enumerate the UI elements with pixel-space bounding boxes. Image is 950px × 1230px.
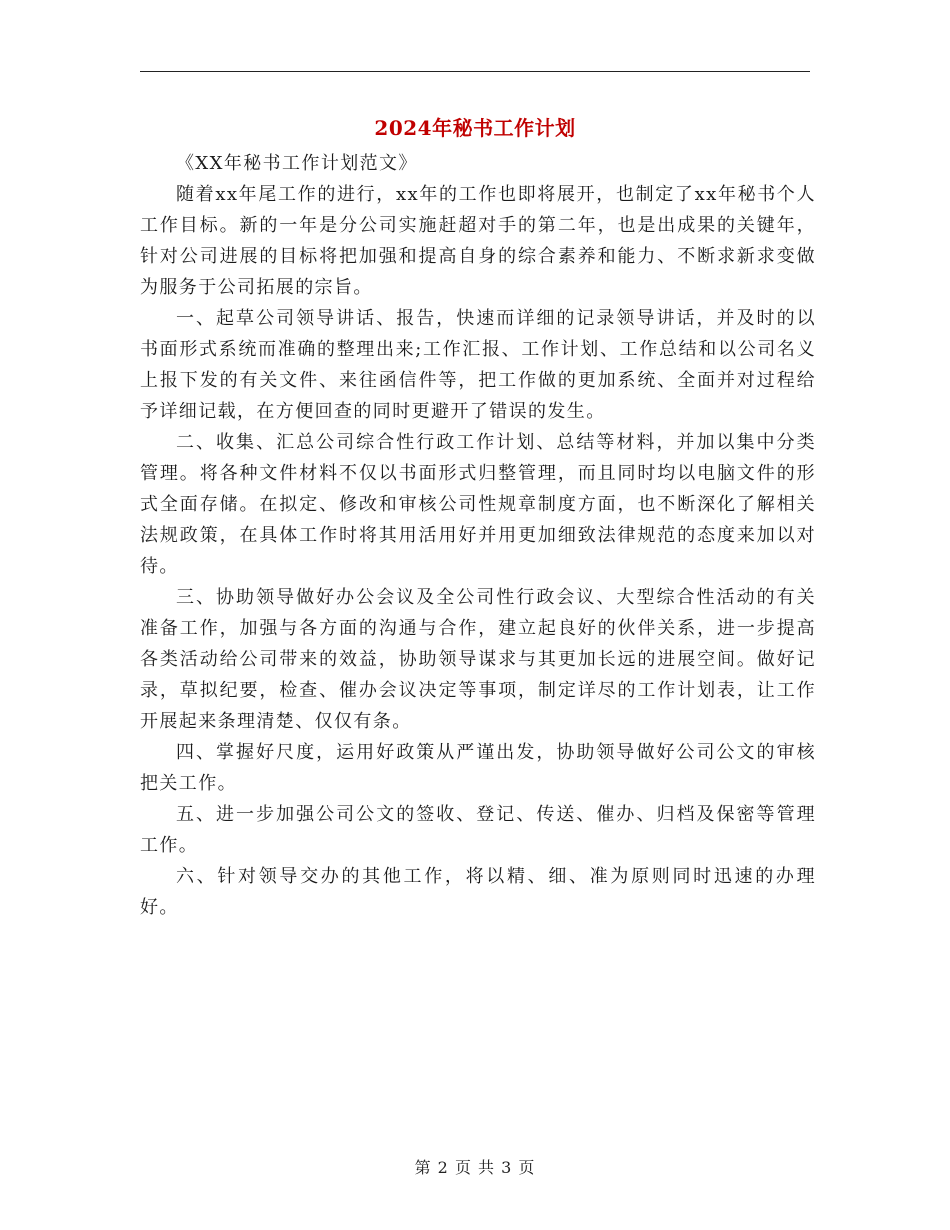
paragraph-item-6: 六、针对领导交办的其他工作，将以精、细、准为原则同时迅速的办理好。 [140,866,816,918]
paragraph-item-3: 三、协助领导做好办公会议及全公司性行政会议、大型综合性活动的有关准备工作，加强与各方面的沟通与合作，建立起良好的伙伴关系，进一步提高各类活动给公司带来的效益，协助领导谋求与其更加长远的进展空间。做好记录，草拟纪要，检查、催办会议决定等事项，制定详尽的工作计划表，让工作开展起来条理清楚、仅仅有条。 [140,587,816,732]
paragraph-item-4: 四、掌握好尺度，运用好政策从严谨出发，协助领导做好公司公文的审核把关工作。 [140,742,816,794]
document-title: 2024年秘书工作计划 [374,116,576,140]
paragraph-item-5: 五、进一步加强公司公文的签收、登记、传送、催办、归档及保密等管理工作。 [140,804,816,856]
paragraph-item-1: 一、起草公司领导讲话、报告，快速而详细的记录领导讲话，并及时的以书面形式系统而准确的整理出来;工作汇报、工作计划、工作总结和以公司名义上报下发的有关文件、来往函信件等，把工作做的更加系统、全面并对过程给予详细记载，在方便回查的同时更避开了错误的发生。 [140,308,816,422]
paragraph-subtitle: 《XX年秘书工作计划范文》 [176,153,418,174]
document-body [140,148,816,923]
paragraph-item-2: 二、收集、汇总公司综合性行政工作计划、总结等材料，并加以集中分类管理。将各种文件材料不仅以书面形式归整管理，而且同时均以电脑文件的形式全面存储。在拟定、修改和审核公司性规章制度方面，也不断深化了解相关法规政策，在具体工作时将其用活用好并用更加细致法律规范的态度来加以对待。 [140,432,816,577]
header-rule [140,71,810,72]
paragraph-intro: 随着xx年尾工作的进行，xx年的工作也即将展开，也制定了xx年秘书个人工作目标。新的一年是分公司实施赶超对手的第二年，也是出成果的关键年，针对公司进展的目标将把加强和提高自身的综合素养和能力、不断求新求变做为服务于公司拓展的宗旨。 [140,184,816,298]
page-number-footer: 第 2 页 共 3 页 [414,1158,536,1177]
